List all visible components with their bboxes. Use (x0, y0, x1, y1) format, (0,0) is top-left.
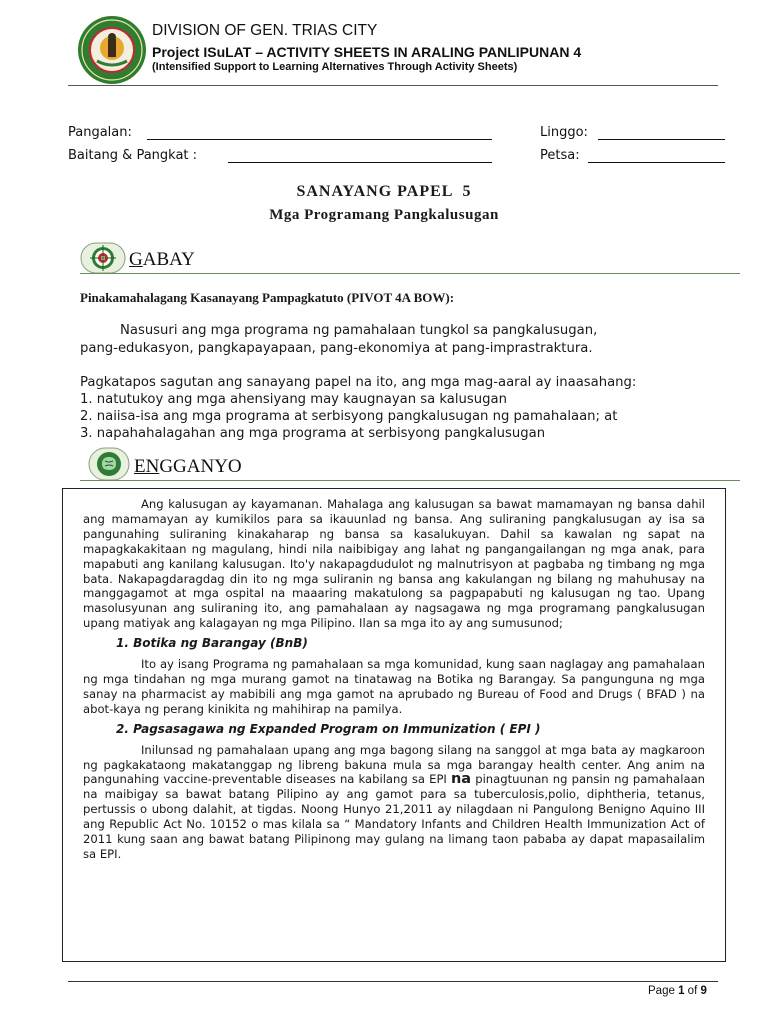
program-heading-botika: 1. Botika ng Barangay (BnB) (116, 636, 308, 651)
project-subtitle: (Intensified Support to Learning Alternatives Through Activity Sheets) (152, 61, 518, 73)
division-seal-logo (77, 15, 147, 85)
week-label: Linggo: (540, 125, 588, 140)
page-number: Page 1 of 9 (648, 985, 707, 997)
worksheet-title: SANAYANG PAPEL 5 (296, 183, 472, 200)
date-label: Petsa: (540, 148, 580, 163)
objective-item: 2. naiisa-isa ang mga programa at serbisyong pangkalusugan ng pamahalaan; at (80, 409, 618, 424)
program-text-epi: Inilunsad ng pamahalaan upang ang mga bagong silang na sanggol at mga bata ay magkaroon ng pagkakataong makatanggap ng libreng bakuna mula sa mga barangay health center. Ang anim na pangunahing vaccine-preventable diseases na kabilang sa EPI na pinagtuunan ng pansin ng pamahalaan na maibigay sa bawat batang Pilipino ay ang gamot para sa tuberculosis,polio, diphtheria, tetanus, pertussis o ubong dalahit, at tigdas. Noong Hunyo 21,2011 ay nilagdaan ni Pangulong Benigno Aquino III ang Republic Act No. 10152 o mas kilala sa “ Mandatory Infants and Children Health Immunization Act of 2011 kung saan ang bawat batang Pilipinong may gulang na limang taon pababa ay dapat mapasailalim sa EPI. (83, 742, 706, 861)
date-field[interactable] (588, 162, 725, 163)
grade-section-field[interactable] (228, 162, 492, 163)
gabay-heading: GABAY (129, 249, 195, 270)
pivot-label: Pinakamahalagang Kasanayang Pampagkatuto (PIVOT 4A BOW): (80, 290, 455, 305)
target-icon (80, 242, 126, 274)
week-field[interactable] (598, 139, 725, 140)
name-label: Pangalan: (68, 125, 132, 140)
emphasis-na: na (450, 771, 472, 788)
objectives-intro: Pagkatapos sagutan ang sanayang papel na ito, ang mga mag-aaral ay inaasahang: (80, 375, 637, 390)
program-heading-epi: 2. Pagsasagawa ng Expanded Program on Immunization ( EPI ) (116, 721, 541, 736)
worksheet-topic: Mga Programang Pangkalusugan (269, 207, 499, 223)
reading-box (62, 488, 726, 962)
project-title: Project ISuLAT – ACTIVITY SHEETS IN ARALING PANLIPUNAN 4 (152, 44, 582, 60)
brain-icon (88, 447, 130, 481)
grade-section-label: Baitang & Pangkat : (68, 148, 198, 163)
gabay-rule (80, 273, 740, 274)
reading-intro: Ang kalusugan ay kayamanan. Mahalaga ang kalusugan sa bawat mamamayan ng bansa dahil ang mamamayan ay kumikilos para sa ikauunlad ng bansa. Ang suliraning pangkalusugan ay isa sa pangunahing suliraning kinakaharap ng bansa sa kasalukuyan. Dahil sa kawalan ng sapat na mapagkakakitaan ng magulang, hindi nila naibibigay ang lahat ng pangangailangan ng mga anak, para mapabuti ang kanilang kalusugan. Ito'y nakapagdudulot ng malnutrisyon at pagbaba ng timbang ng mga bata. Nakapagdaragdag din ito ng mga suliranin ng bansa ang kakulangan ng bilang ng mahuhusay na manggagamot at mga ospital na maaaring makatulong sa pagpapabuti ng kalusugan ng tao. Upang masolusyunan ang suliraning ito, ang pamahalaan ay nagsagawa ng mga programang pangkalusugan upang matiyak ang kalagayan ng mga Pilipino. Ilan sa mga ito ay ang sumusunod; (83, 497, 705, 631)
competency-line-2: pang-edukasyon, pangkapayapaan, pang-ekonomiya at pang-imprastraktura. (80, 341, 593, 356)
competency-line-1: Nasusuri ang mga programa ng pamahalaan tungkol sa pangkalusugan, (120, 323, 598, 338)
header-divider (68, 85, 718, 86)
objective-item: 1. natutukoy ang mga ahensiyang may kaugnayan sa kalusugan (80, 392, 507, 407)
engganyo-heading: ENGGANYO (134, 456, 242, 477)
footer-divider (68, 981, 718, 982)
division-name: DIVISION OF GEN. TRIAS CITY (152, 22, 378, 39)
engganyo-rule (80, 480, 740, 481)
objective-item: 3. napahahalagahan ang mga programa at serbisyong pangkalusugan (80, 426, 546, 441)
name-field[interactable] (147, 139, 492, 140)
program-text-botika: Ito ay isang Programa ng pamahalaan sa mga komunidad, kung saan naglagay ang pamahalaan ng mga tindahan ng mga murang gamot na tinatawag na Botika ng Barangay. Sa pangunguna ng mga sanay na pharmacist ay mabibili ang mga gamot na aprubado ng Bureau of Food and Drugs ( BFAD ) na abot-kaya ng perang kinikita ng mahihirap na pamilya. (83, 657, 705, 716)
